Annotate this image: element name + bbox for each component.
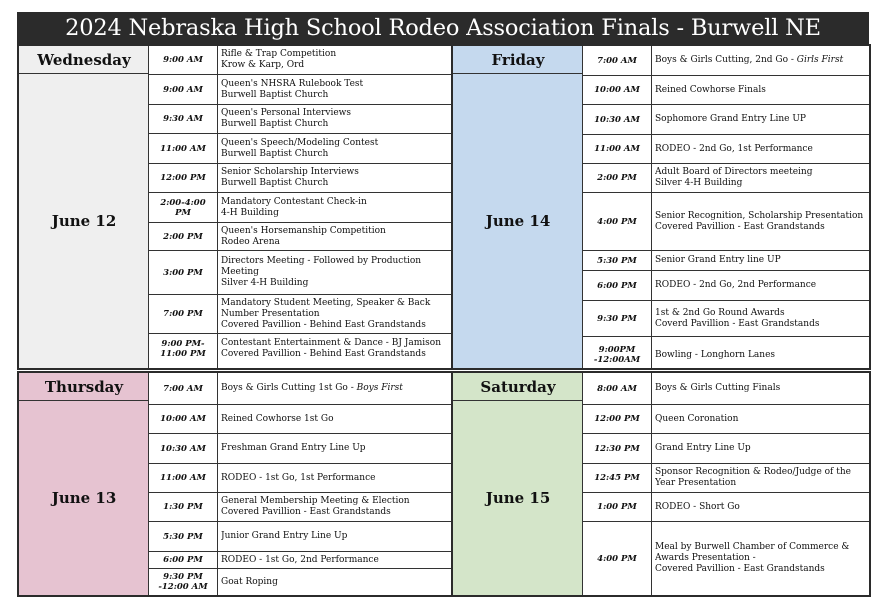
schedule-row bbox=[149, 104, 451, 133]
event-time: 10:30 AM bbox=[594, 114, 640, 125]
date-label: June 14 bbox=[453, 74, 583, 368]
event-time: 7:00 AM bbox=[597, 55, 637, 66]
event-line-text: Rifle & Trap Competition bbox=[221, 49, 337, 59]
event-line bbox=[221, 531, 449, 542]
event-line bbox=[221, 178, 449, 189]
event-line-text: Coverd Pavillion - East Grandstands bbox=[655, 318, 820, 329]
event-time: 2:00 PM bbox=[163, 231, 203, 242]
schedule-row bbox=[149, 433, 451, 463]
event-time: 12:45 PM bbox=[594, 473, 640, 483]
schedule-row bbox=[583, 521, 869, 595]
event-line bbox=[221, 414, 449, 425]
event-line-text: Rodeo Arena bbox=[221, 236, 280, 247]
event-line-text: Covered Pavillion - Behind East Grandstands bbox=[221, 348, 426, 359]
event-line bbox=[221, 349, 449, 360]
event-line bbox=[655, 222, 867, 233]
event-line-text: Senior Scholarship Interviews bbox=[221, 167, 359, 177]
event-description bbox=[218, 334, 451, 363]
event-time: 2:00 PM bbox=[597, 173, 637, 183]
schedule-row bbox=[149, 463, 451, 492]
event-line-text: Reined Cowhorse 1st Go bbox=[221, 413, 334, 424]
event-line-text: Reined Cowhorse Finals bbox=[655, 84, 766, 95]
event-line bbox=[221, 555, 449, 566]
event-line bbox=[655, 211, 867, 222]
event-line-text: Boys & Girls Cutting, 2nd Go - bbox=[655, 55, 797, 65]
event-line-text: Queen's NHSRA Rulebook Test bbox=[221, 78, 364, 89]
event-time: 5:30 PM bbox=[597, 255, 637, 266]
event-description bbox=[218, 193, 451, 222]
event-time: 2:00-4:00 PM bbox=[160, 197, 206, 218]
event-line-text: Krow & Karp, Ord bbox=[221, 60, 305, 70]
event-description bbox=[218, 46, 451, 74]
date-label: June 15 bbox=[453, 401, 583, 595]
event-line-text: Meeting bbox=[221, 267, 259, 277]
event-line bbox=[221, 108, 449, 119]
day-panel-friday bbox=[451, 44, 871, 370]
event-time: 10:30 AM bbox=[160, 443, 206, 454]
event-time: 10:00 AM bbox=[594, 85, 640, 95]
event-line bbox=[655, 319, 867, 330]
event-line-text: RODEO - 2nd Go, 2nd Performance bbox=[655, 280, 817, 290]
schedule-row bbox=[583, 134, 869, 163]
schedule-row bbox=[583, 336, 869, 373]
event-time: 1:00 PM bbox=[597, 502, 637, 512]
event-line-text: Junior Grand Entry Line Up bbox=[221, 531, 348, 541]
event-line bbox=[655, 55, 867, 66]
event-line-text: Senior Recognition, Scholarship Presentation bbox=[655, 210, 864, 221]
schedule-row bbox=[149, 404, 451, 433]
event-line bbox=[655, 144, 867, 155]
event-line-text: Covered Pavillion - Behind East Grandstands bbox=[221, 319, 426, 330]
event-line bbox=[655, 467, 867, 478]
event-note: Boys First bbox=[356, 383, 403, 393]
event-line bbox=[655, 564, 867, 575]
event-line-text: Grand Entry Line Up bbox=[655, 443, 751, 453]
event-line-text: Silver 4-H Building bbox=[655, 178, 743, 188]
event-line bbox=[655, 542, 867, 553]
event-line-text: Awards Presentation - bbox=[655, 553, 756, 563]
event-description bbox=[218, 569, 451, 595]
event-line bbox=[221, 208, 449, 219]
event-time: 7:00 AM bbox=[163, 383, 203, 394]
event-line bbox=[221, 278, 449, 289]
event-line bbox=[221, 90, 449, 101]
event-line bbox=[221, 473, 449, 484]
event-time: 7:00 PM bbox=[163, 309, 203, 319]
event-line bbox=[221, 226, 449, 237]
event-description bbox=[218, 223, 451, 250]
event-time: 9:30 AM bbox=[163, 114, 203, 124]
event-line bbox=[221, 79, 449, 90]
event-description bbox=[652, 301, 869, 336]
date-label: June 13 bbox=[19, 401, 149, 595]
event-time: 11:00 AM bbox=[160, 473, 206, 483]
event-line-text: Burwell Baptist Church bbox=[221, 119, 329, 129]
schedule-row bbox=[583, 163, 869, 192]
event-line bbox=[655, 502, 867, 513]
event-line bbox=[221, 167, 449, 178]
day-panel-saturday bbox=[451, 371, 871, 597]
event-line bbox=[221, 49, 449, 60]
event-line-text: Queen's Personal Interviews bbox=[221, 108, 352, 118]
event-line bbox=[655, 553, 867, 564]
event-line bbox=[221, 577, 449, 588]
schedule-row bbox=[583, 192, 869, 250]
event-description bbox=[652, 46, 869, 75]
event-note: Girls First bbox=[796, 55, 844, 65]
schedule-row bbox=[149, 294, 451, 333]
schedule-row bbox=[149, 163, 451, 192]
event-time: 5:30 PM bbox=[163, 531, 203, 542]
event-time: 9:30 PM bbox=[597, 313, 637, 324]
event-line bbox=[221, 298, 449, 309]
event-line bbox=[655, 280, 867, 291]
event-description bbox=[218, 464, 451, 492]
event-time: 12:00 PM bbox=[594, 414, 640, 424]
event-time: 8:00 AM bbox=[597, 383, 637, 394]
event-line bbox=[221, 309, 449, 320]
event-line-text: Burwell Baptist Church bbox=[221, 178, 329, 188]
event-description bbox=[652, 405, 869, 433]
event-line-text: Sophomore Grand Entry Line UP bbox=[655, 114, 806, 124]
event-line-text: Mandatory Contestant Check-in bbox=[221, 196, 367, 207]
event-time: 6:00 PM bbox=[163, 555, 203, 565]
event-description bbox=[652, 193, 869, 250]
event-line bbox=[221, 507, 449, 518]
event-description bbox=[652, 76, 869, 104]
event-description bbox=[652, 271, 869, 300]
page-title: 2024 Nebraska High School Rodeo Association Finals - Burwell NE bbox=[17, 12, 869, 44]
event-description bbox=[652, 373, 869, 404]
event-time: 11:00 AM bbox=[160, 143, 206, 154]
schedule-row bbox=[149, 46, 451, 74]
event-line-text: Mandatory Student Meeting, Speaker & Back bbox=[221, 297, 431, 308]
event-description bbox=[652, 493, 869, 521]
schedule-row bbox=[149, 568, 451, 595]
schedule-row bbox=[149, 373, 451, 404]
event-line bbox=[655, 414, 867, 425]
event-line-text: RODEO - Short Go bbox=[655, 501, 740, 512]
event-line bbox=[221, 496, 449, 507]
event-line-text: Boys & Girls Cutting Finals bbox=[655, 383, 781, 393]
event-description bbox=[218, 522, 451, 551]
event-line bbox=[655, 85, 867, 96]
day-header: Thursday bbox=[19, 373, 149, 401]
event-line-text: RODEO - 2nd Go, 1st Performance bbox=[655, 143, 813, 154]
event-line-text: RODEO - 1st Go, 1st Performance bbox=[221, 472, 376, 483]
event-line-text: Queen's Horsemanship Competition bbox=[221, 225, 386, 236]
event-time: 9:00 AM bbox=[163, 84, 203, 95]
event-line bbox=[655, 443, 867, 454]
event-line bbox=[655, 308, 867, 319]
event-line-text: Contestant Entertainment & Dance - BJ Jamison bbox=[221, 337, 442, 348]
schedule-row bbox=[583, 104, 869, 134]
schedule-row bbox=[149, 74, 451, 104]
schedule-row bbox=[149, 250, 451, 294]
event-line-text: Directors Meeting - Followed by Production bbox=[221, 256, 422, 266]
schedule-row bbox=[149, 551, 451, 568]
day-header: Wednesday bbox=[19, 46, 149, 74]
event-line bbox=[655, 383, 867, 394]
event-description bbox=[652, 464, 869, 492]
event-line bbox=[221, 149, 449, 160]
event-line-text: Queen Coronation bbox=[655, 413, 739, 424]
event-line-text: Covered Pavillion - East Grandstands bbox=[655, 221, 825, 232]
event-time: 9:00 PM- 11:00 PM bbox=[160, 338, 206, 359]
event-description bbox=[218, 134, 451, 163]
event-time: 9:00 AM bbox=[163, 55, 203, 65]
event-description bbox=[218, 105, 451, 133]
schedule-row bbox=[583, 463, 869, 492]
event-line bbox=[221, 60, 449, 71]
event-time: 3:00 PM bbox=[163, 267, 203, 278]
event-description bbox=[218, 405, 451, 433]
event-description bbox=[218, 75, 451, 104]
event-line-text: Senior Grand Entry line UP bbox=[655, 255, 781, 265]
event-line bbox=[221, 237, 449, 248]
event-line bbox=[221, 320, 449, 331]
event-line bbox=[221, 338, 449, 349]
schedule-row bbox=[583, 300, 869, 336]
event-time: 9:00PM -12:00AM bbox=[593, 345, 641, 365]
day-header: Friday bbox=[453, 46, 583, 74]
event-description bbox=[218, 164, 451, 192]
day-header: Saturday bbox=[453, 373, 583, 401]
event-description bbox=[652, 135, 869, 163]
event-description bbox=[218, 552, 451, 568]
schedule-row bbox=[149, 492, 451, 521]
event-line-text: Burwell Baptist Church bbox=[221, 89, 329, 100]
event-line-text: Number Presentation bbox=[221, 308, 320, 319]
event-description bbox=[218, 493, 451, 521]
schedule-row bbox=[583, 373, 869, 404]
schedule-row bbox=[583, 46, 869, 75]
event-line bbox=[221, 383, 449, 394]
schedule-row bbox=[583, 492, 869, 521]
schedule-row bbox=[149, 521, 451, 551]
event-description bbox=[652, 522, 869, 595]
schedule-row bbox=[583, 404, 869, 433]
schedule-row bbox=[583, 250, 869, 270]
event-description bbox=[218, 434, 451, 463]
event-line bbox=[655, 255, 867, 266]
day-panel-thursday bbox=[17, 371, 453, 597]
event-line bbox=[221, 119, 449, 130]
schedule-row bbox=[149, 333, 451, 363]
event-time: 11:00 AM bbox=[594, 144, 640, 154]
event-line-text: Year Presentation bbox=[655, 478, 737, 488]
event-line-text: RODEO - 1st Go, 2nd Performance bbox=[221, 554, 379, 565]
event-line bbox=[221, 267, 449, 278]
event-line bbox=[655, 350, 867, 361]
event-line-text: Burwell Baptist Church bbox=[221, 148, 329, 159]
event-line-text: General Membership Meeting & Election bbox=[221, 496, 410, 506]
event-description bbox=[218, 251, 451, 294]
event-line-text: Boys & Girls Cutting 1st Go - bbox=[221, 383, 357, 393]
event-description bbox=[652, 337, 869, 373]
schedule-row bbox=[149, 222, 451, 250]
event-line-text: Goat Roping bbox=[221, 576, 278, 587]
event-line bbox=[221, 256, 449, 267]
event-line-text: Covered Pavillion - East Grandstands bbox=[655, 564, 825, 574]
event-description bbox=[218, 295, 451, 333]
schedule-row bbox=[583, 75, 869, 104]
event-line-text: Bowling - Longhorn Lanes bbox=[655, 349, 776, 360]
event-line-text: Covered Pavillion - East Grandstands bbox=[221, 507, 391, 517]
event-line bbox=[221, 138, 449, 149]
schedule-row bbox=[583, 270, 869, 300]
event-time: 12:00 PM bbox=[160, 173, 206, 183]
event-line-text: 4-H Building bbox=[221, 207, 279, 218]
event-description bbox=[218, 373, 451, 404]
event-line bbox=[655, 114, 867, 125]
event-time: 1:30 PM bbox=[163, 502, 203, 512]
date-label: June 12 bbox=[19, 74, 149, 368]
event-line bbox=[655, 167, 867, 178]
event-line-text: Sponsor Recognition & Rodeo/Judge of the bbox=[655, 467, 851, 477]
event-line-text: Freshman Grand Entry Line Up bbox=[221, 443, 366, 453]
event-line-text: Queen's Speech/Modeling Contest bbox=[221, 137, 379, 148]
event-time: 9:30 PM -12:00 AM bbox=[158, 572, 208, 592]
event-line bbox=[221, 197, 449, 208]
event-line-text: Meal by Burwell Chamber of Commerce & bbox=[655, 542, 850, 552]
event-line bbox=[655, 178, 867, 189]
event-description bbox=[652, 251, 869, 270]
event-line-text: Adult Board of Directors meeteing bbox=[655, 167, 813, 177]
event-time: 10:00 AM bbox=[160, 414, 206, 424]
event-line-text: 1st & 2nd Go Round Awards bbox=[655, 307, 785, 318]
event-description bbox=[652, 434, 869, 463]
day-panel-wednesday bbox=[17, 44, 453, 370]
event-line bbox=[655, 478, 867, 489]
schedule-row bbox=[583, 433, 869, 463]
event-time: 6:00 PM bbox=[597, 280, 637, 291]
event-description bbox=[652, 105, 869, 134]
schedule-row bbox=[149, 133, 451, 163]
event-time: 4:00 PM bbox=[597, 216, 637, 227]
event-line bbox=[221, 443, 449, 454]
event-time: 12:30 PM bbox=[594, 443, 640, 454]
schedule-row bbox=[149, 192, 451, 222]
event-time: 4:00 PM bbox=[597, 553, 637, 564]
event-line-text: Silver 4-H Building bbox=[221, 278, 309, 288]
event-description bbox=[652, 164, 869, 192]
